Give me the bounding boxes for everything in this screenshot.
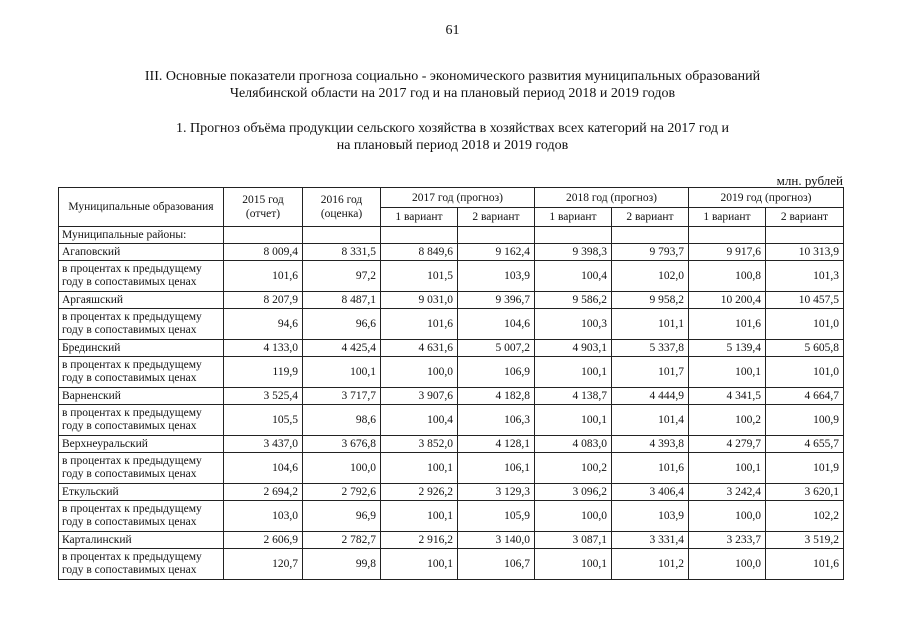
percent-label: в процентах к предыдущему году в сопоставимых ценах — [59, 549, 224, 580]
percent-label: в процентах к предыдущему году в сопоставимых ценах — [59, 453, 224, 484]
district-name: Варненский — [59, 388, 224, 405]
percent-cell: 100,1 — [303, 357, 381, 388]
table-row-district — [59, 292, 844, 309]
table-row-district — [59, 484, 844, 501]
value-cell: 4 393,8 — [612, 436, 689, 453]
value-cell: 3 437,0 — [224, 436, 303, 453]
district-name: Аргаяшский — [59, 292, 224, 309]
value-cell: 3 406,4 — [612, 484, 689, 501]
value-cell: 9 398,3 — [535, 244, 612, 261]
header-2016: 2016 год (оценка) — [303, 188, 381, 227]
value-cell: 4 182,8 — [458, 388, 535, 405]
value-cell: 5 139,4 — [689, 340, 766, 357]
header-variant-2: 2 вариант — [612, 208, 689, 227]
header-variant-2: 2 вариант — [458, 208, 535, 227]
value-cell: 9 396,7 — [458, 292, 535, 309]
value-cell: 3 852,0 — [381, 436, 458, 453]
value-cell: 3 140,0 — [458, 532, 535, 549]
section-title — [60, 68, 845, 102]
percent-label: в процентах к предыдущему году в сопоставимых ценах — [59, 261, 224, 292]
table-row-district — [59, 436, 844, 453]
table-title — [60, 120, 845, 154]
value-cell: 2 916,2 — [381, 532, 458, 549]
percent-cell: 96,9 — [303, 501, 381, 532]
table-row-percent — [59, 357, 844, 388]
header-2019: 2019 год (прогноз) — [689, 188, 844, 208]
percent-cell: 120,7 — [224, 549, 303, 580]
percent-cell: 100,2 — [535, 453, 612, 484]
percent-cell: 106,3 — [458, 405, 535, 436]
percent-cell: 100,0 — [381, 357, 458, 388]
value-cell: 8 009,4 — [224, 244, 303, 261]
percent-cell: 100,0 — [689, 501, 766, 532]
header-variant-1: 1 вариант — [535, 208, 612, 227]
value-cell: 8 207,9 — [224, 292, 303, 309]
value-cell: 4 341,5 — [689, 388, 766, 405]
header-variant-1: 1 вариант — [689, 208, 766, 227]
value-cell: 10 200,4 — [689, 292, 766, 309]
empty-cell — [612, 227, 689, 244]
value-cell: 3 129,3 — [458, 484, 535, 501]
percent-cell: 94,6 — [224, 309, 303, 340]
table-row-percent — [59, 261, 844, 292]
value-cell: 3 096,2 — [535, 484, 612, 501]
percent-cell: 104,6 — [224, 453, 303, 484]
value-cell: 3 242,4 — [689, 484, 766, 501]
value-cell: 3 907,6 — [381, 388, 458, 405]
percent-cell: 97,2 — [303, 261, 381, 292]
percent-cell: 104,6 — [458, 309, 535, 340]
table-row-percent — [59, 309, 844, 340]
empty-cell — [535, 227, 612, 244]
percent-cell: 106,1 — [458, 453, 535, 484]
value-cell: 3 676,8 — [303, 436, 381, 453]
percent-cell: 103,9 — [612, 501, 689, 532]
table-row-percent — [59, 453, 844, 484]
percent-cell: 100,1 — [689, 357, 766, 388]
percent-cell: 100,4 — [535, 261, 612, 292]
value-cell: 9 162,4 — [458, 244, 535, 261]
value-cell: 4 425,4 — [303, 340, 381, 357]
empty-cell — [766, 227, 844, 244]
empty-cell — [303, 227, 381, 244]
value-cell: 9 917,6 — [689, 244, 766, 261]
value-cell: 4 444,9 — [612, 388, 689, 405]
percent-cell: 119,9 — [224, 357, 303, 388]
header-variant-1: 1 вариант — [381, 208, 458, 227]
value-cell: 5 337,8 — [612, 340, 689, 357]
value-cell: 4 279,7 — [689, 436, 766, 453]
table-title-line: на плановый период 2018 и 2019 годов — [336, 138, 569, 153]
percent-cell: 100,0 — [689, 549, 766, 580]
empty-cell — [381, 227, 458, 244]
table-row-percent — [59, 405, 844, 436]
percent-cell: 101,1 — [612, 309, 689, 340]
percent-cell: 100,2 — [689, 405, 766, 436]
value-cell: 9 031,0 — [381, 292, 458, 309]
percent-cell: 105,9 — [458, 501, 535, 532]
percent-cell: 101,3 — [766, 261, 844, 292]
percent-cell: 101,2 — [612, 549, 689, 580]
value-cell: 4 138,7 — [535, 388, 612, 405]
empty-cell — [689, 227, 766, 244]
value-cell: 3 717,7 — [303, 388, 381, 405]
table-row-percent — [59, 501, 844, 532]
table-row-percent — [59, 549, 844, 580]
percent-cell: 103,9 — [458, 261, 535, 292]
percent-cell: 105,5 — [224, 405, 303, 436]
percent-cell: 101,7 — [612, 357, 689, 388]
table-title-line: 1. Прогноз объёма продукции сельского хозяйства в хозяйствах всех категорий на 2017 год и — [175, 121, 730, 136]
percent-cell: 102,0 — [612, 261, 689, 292]
empty-cell — [224, 227, 303, 244]
percent-cell: 100,0 — [535, 501, 612, 532]
value-cell: 3 087,1 — [535, 532, 612, 549]
forecast-table — [58, 187, 844, 580]
percent-cell: 100,1 — [381, 453, 458, 484]
percent-cell: 100,0 — [303, 453, 381, 484]
value-cell: 3 233,7 — [689, 532, 766, 549]
percent-cell: 101,5 — [381, 261, 458, 292]
percent-cell: 101,0 — [766, 309, 844, 340]
percent-cell: 101,6 — [224, 261, 303, 292]
value-cell: 3 525,4 — [224, 388, 303, 405]
table-row-district — [59, 532, 844, 549]
header-2018: 2018 год (прогноз) — [535, 188, 689, 208]
value-cell: 8 487,1 — [303, 292, 381, 309]
section-title-line: Челябинской области на 2017 год и на плановый период 2018 и 2019 годов — [229, 86, 676, 101]
percent-cell: 100,4 — [381, 405, 458, 436]
percent-cell: 106,7 — [458, 549, 535, 580]
district-name: Карталинский — [59, 532, 224, 549]
value-cell: 10 457,5 — [766, 292, 844, 309]
percent-cell: 100,1 — [535, 405, 612, 436]
header-municipality: Муниципальные образования — [59, 188, 224, 227]
percent-cell: 101,6 — [766, 549, 844, 580]
value-cell: 9 586,2 — [535, 292, 612, 309]
percent-cell: 100,9 — [766, 405, 844, 436]
percent-cell: 101,4 — [612, 405, 689, 436]
district-name: Верхнеуральский — [59, 436, 224, 453]
percent-cell: 100,3 — [535, 309, 612, 340]
value-cell: 4 128,1 — [458, 436, 535, 453]
percent-cell: 101,9 — [766, 453, 844, 484]
value-cell: 3 331,4 — [612, 532, 689, 549]
value-cell: 8 331,5 — [303, 244, 381, 261]
percent-cell: 100,1 — [535, 549, 612, 580]
header-2017: 2017 год (прогноз) — [381, 188, 535, 208]
percent-cell: 100,8 — [689, 261, 766, 292]
percent-label: в процентах к предыдущему году в сопоставимых ценах — [59, 309, 224, 340]
percent-cell: 101,6 — [689, 309, 766, 340]
value-cell: 4 631,6 — [381, 340, 458, 357]
value-cell: 2 694,2 — [224, 484, 303, 501]
value-cell: 4 903,1 — [535, 340, 612, 357]
percent-cell: 100,1 — [689, 453, 766, 484]
value-cell: 4 133,0 — [224, 340, 303, 357]
percent-cell: 98,6 — [303, 405, 381, 436]
district-name: Еткульский — [59, 484, 224, 501]
value-cell: 4 083,0 — [535, 436, 612, 453]
header-variant-2: 2 вариант — [766, 208, 844, 227]
percent-cell: 102,2 — [766, 501, 844, 532]
percent-cell: 101,6 — [612, 453, 689, 484]
table-row-district — [59, 340, 844, 357]
table-body — [59, 227, 844, 580]
value-cell: 3 519,2 — [766, 532, 844, 549]
percent-cell: 101,0 — [766, 357, 844, 388]
percent-cell: 106,9 — [458, 357, 535, 388]
value-cell: 2 926,2 — [381, 484, 458, 501]
value-cell: 9 793,7 — [612, 244, 689, 261]
value-cell: 8 849,6 — [381, 244, 458, 261]
percent-cell: 101,6 — [381, 309, 458, 340]
percent-cell: 100,1 — [535, 357, 612, 388]
table-row-district — [59, 244, 844, 261]
value-cell: 10 313,9 — [766, 244, 844, 261]
section-label: Муниципальные районы: — [59, 227, 224, 244]
percent-cell: 96,6 — [303, 309, 381, 340]
percent-cell: 100,1 — [381, 549, 458, 580]
section-title-line: III. Основные показатели прогноза социально - экономического развития муниципальных образований — [144, 69, 761, 84]
percent-cell: 100,1 — [381, 501, 458, 532]
district-name: Брединский — [59, 340, 224, 357]
value-cell: 2 606,9 — [224, 532, 303, 549]
page-number: 61 — [445, 23, 460, 38]
value-cell: 2 792,6 — [303, 484, 381, 501]
percent-label: в процентах к предыдущему году в сопоставимых ценах — [59, 501, 224, 532]
empty-cell — [458, 227, 535, 244]
district-name: Агаповский — [59, 244, 224, 261]
value-cell: 9 958,2 — [612, 292, 689, 309]
value-cell: 5 605,8 — [766, 340, 844, 357]
value-cell: 3 620,1 — [766, 484, 844, 501]
units-label: млн. рублей — [776, 173, 843, 188]
value-cell: 4 664,7 — [766, 388, 844, 405]
value-cell: 5 007,2 — [458, 340, 535, 357]
percent-label: в процентах к предыдущему году в сопоставимых ценах — [59, 405, 224, 436]
value-cell: 2 782,7 — [303, 532, 381, 549]
percent-label: в процентах к предыдущему году в сопоставимых ценах — [59, 357, 224, 388]
section-row — [59, 227, 844, 244]
percent-cell: 103,0 — [224, 501, 303, 532]
header-2015: 2015 год (отчет) — [224, 188, 303, 227]
percent-cell: 99,8 — [303, 549, 381, 580]
table-row-district — [59, 388, 844, 405]
value-cell: 4 655,7 — [766, 436, 844, 453]
